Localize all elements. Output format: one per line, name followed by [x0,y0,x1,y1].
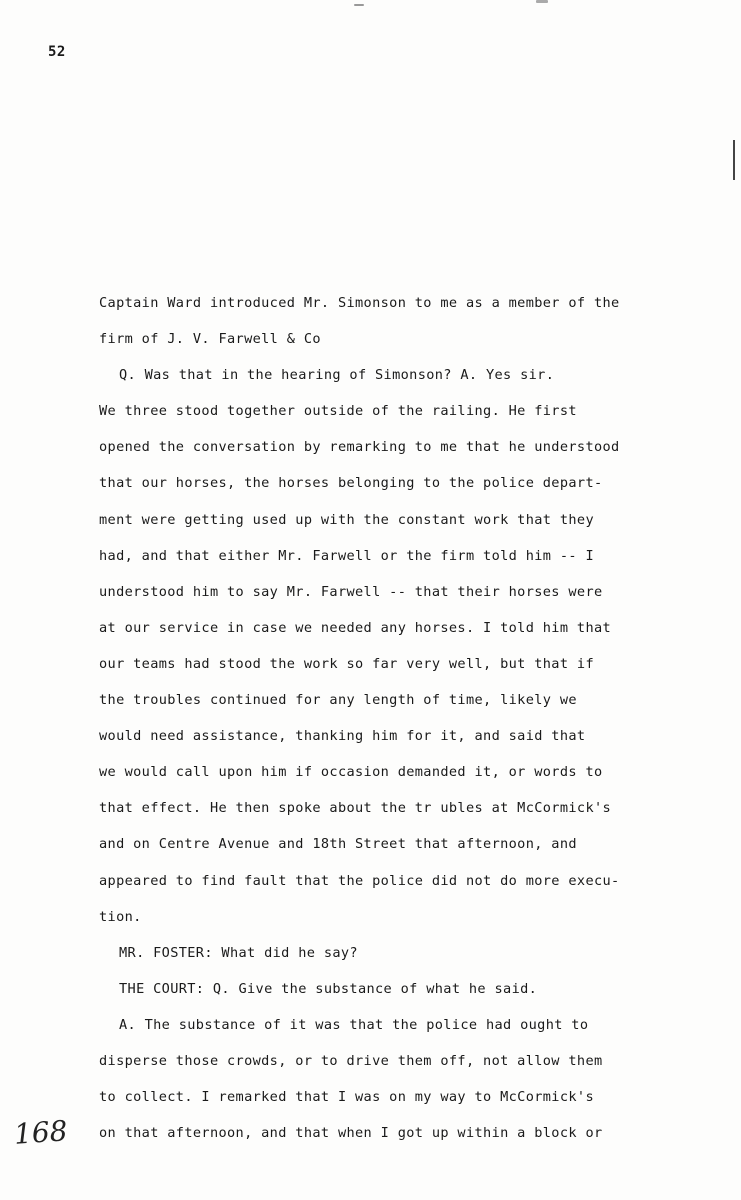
text-line: appeared to find fault that the police did not do more execu- [99,872,620,889]
text-line: ment were getting used up with the constant work that they [99,511,594,528]
text-line: the troubles continued for any length of time, likely we [99,692,577,709]
text-line: Q. Was that in the hearing of Simonson? A. Yes sir. [119,367,555,384]
text-line: would need assistance, thanking him for it, and said that [99,728,586,745]
text-line: disperse those crowds, or to drive them off, not allow them [99,1052,603,1069]
text-line: THE COURT: Q. Give the substance of what he said. [119,980,538,997]
text-line: tion. [99,908,142,925]
text-line: our teams had stood the work so far very well, but that if [99,655,594,672]
handwritten-margin-note: 168 [12,1114,69,1151]
text-line: that our horses, the horses belonging to the police depart- [99,475,603,492]
testimony-text [99,292,699,1158]
text-line: opened the conversation by remarking to me that he understood [99,439,620,456]
text-line: firm of J. V. Farwell & Co [99,331,321,348]
text-line: on that afternoon, and that when I got up within a block or [99,1125,603,1142]
text-line: to collect. I remarked that I was on my way to McCormick's [99,1089,594,1106]
text-line: MR. FOSTER: What did he say? [119,944,358,961]
text-line: at our service in case we needed any horses. I told him that [99,619,612,636]
scan-speck [536,0,548,3]
text-line: we would call upon him if occasion demanded it, or words to [99,764,603,781]
text-line: understood him to say Mr. Farwell -- that their horses were [99,583,603,600]
text-line: A. The substance of it was that the police had ought to [119,1016,589,1033]
scan-edge-mark [733,140,735,180]
scan-speck [354,4,364,6]
text-line: We three stood together outside of the railing. He first [99,403,577,420]
text-line: had, and that either Mr. Farwell or the firm told him -- I [99,547,594,564]
text-line: that effect. He then spoke about the tr ubles at McCormick's [99,800,612,817]
text-line: Captain Ward introduced Mr. Simonson to me as a member of the [99,295,620,311]
page-number: 52 [48,44,66,60]
text-line: and on Centre Avenue and 18th Street that afternoon, and [99,836,577,853]
